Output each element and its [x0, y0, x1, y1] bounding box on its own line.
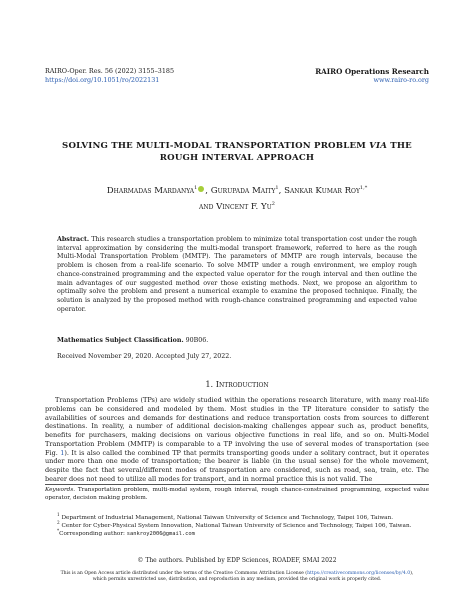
section-title: Introduction	[215, 379, 269, 389]
abstract-text: This research studies a transportation problem to minimize total transportation cost under the rough interval approximation by considering the multi-modal transport framework, referred to here as the rough Multi-Modal Transportation Problem (MMTP). The parameters of MMTP are rough intervals, because the problem is chosen from a real-life scenario. To solve MMTP under a rough environment, we employ rough chance-constrained programming and the expected value operator for the rough interval and then outline the main advantages of our suggested method over those existing methods. Next, we propose an algorithm to optimally solve the problem and present a numerical example to examine the proposed technique. Finally, the solution is analyzed by the proposed method with rough-chance constrained programming and expected value operator.	[57, 236, 417, 313]
license-link[interactable]: https://creativecommons.org/licenses/by/4.0	[307, 571, 411, 576]
section-number: 1.	[205, 379, 214, 389]
copyright-notice: © The authors. Published by EDP Sciences, ROADEF, SMAI 2022	[137, 557, 337, 564]
keywords-text: Transportation problem, multi-modal system, rough interval, rough chance-constrained programming, expected value operator, decision making problem.	[45, 487, 429, 501]
journal-website-link[interactable]: www.rairo-ro.org	[373, 76, 429, 84]
title-via: VIA	[369, 141, 388, 151]
footnote-2-text: Center for Cyber-Physical System Innovation, National Taiwan University of Science and Technology, Taipei 106, Taiwan.	[59, 522, 412, 529]
msc-label: Mathematics Subject Classification.	[57, 337, 184, 344]
footnote-3-label: Corresponding author:	[59, 530, 127, 537]
doi-link[interactable]: https://doi.org/10.1051/ro/2022131	[45, 76, 160, 84]
footnote-divider	[45, 484, 429, 485]
journal-header	[315, 67, 429, 85]
license-text-post: ),	[410, 571, 414, 576]
author-list	[45, 182, 429, 214]
keywords-label: Keywords.	[45, 487, 76, 493]
title-line2: ROUGH INTERVAL APPROACH	[159, 153, 315, 163]
footnote-1-mark: 1	[57, 512, 60, 517]
footnote-1-text: Department of Industrial Management, National Taiwan University of Science and Technology, Taipei 106, Taiwan.	[59, 514, 394, 521]
intro-text-post: ). It is also called the combined TP that permits transporting goods under a solitary contract, but it operates under more than one mode of transportation; the bearer is liable (in the usual sense) for the whole movement, despite the fact that several/different modes of transportation are considered, such as road, sea, train, etc. The bearer does not need to utilize all modes for transport, and in normal practice this is not valid. The	[45, 448, 429, 483]
author-4-affil: 2	[271, 200, 275, 207]
keywords	[45, 487, 429, 502]
orcid-icon[interactable]	[198, 186, 204, 192]
author-3-affil: 1,*	[359, 185, 368, 191]
section-heading	[45, 379, 429, 389]
footnote-3-mark: *	[57, 528, 60, 533]
author-2-affil: 1	[275, 185, 279, 191]
title-line1-post: THE	[387, 141, 412, 151]
license-text-pre: This is an Open Access article distributed under the terms of the Creative Commons Attribution License (	[60, 571, 308, 576]
title-line1-pre: SOLVING THE MULTI-MODAL TRANSPORTATION PROBLEM	[62, 141, 370, 151]
journal-name: RAIRO Operations Research	[315, 67, 429, 76]
msc-value: 90B06.	[183, 337, 209, 344]
license-notice	[45, 571, 429, 583]
intro-text-pre: Transportation Problems (TPs) are widely studied within the operations research literature, with many real-life problems can be considered and modeled by them. Most studies in the TP literature consider to satisfy the availabilities of sources and demands for destinations and reduce transportation costs from sources to different destinations. In reality, a number of additional decision-making challenges appear such as, product benefits, benefits for purchasers, making decisions on various objective functions in real life, and so on. Multi-Model Transportation Problem (MMTP) is comparable to a TP involving the use of several modes of transportation (see Fig.	[45, 396, 429, 457]
author-1-affil: 1	[194, 185, 198, 191]
introduction-paragraph	[45, 396, 429, 484]
abstract	[57, 236, 417, 314]
corresponding-email[interactable]: sankroy2006@gmail.com	[126, 530, 195, 537]
license-text-line2: which permits unrestricted use, distribution, and reproduction in any medium, provided the original work is properly cited.	[92, 577, 382, 582]
author-1: Dharmadas Mardanya	[106, 185, 195, 196]
footnote-3	[57, 527, 429, 538]
paper-title	[45, 140, 429, 164]
author-4: and Vincent F. Yu	[199, 201, 272, 212]
msc-classification	[57, 337, 417, 344]
citation-header	[45, 67, 174, 85]
author-2: , Gurupada Maity	[205, 185, 276, 196]
citation-text: RAIRO-Oper. Res. 56 (2022) 3155–3185	[45, 67, 175, 75]
received-dates: Received November 29, 2020. Accepted July 27, 2022.	[57, 353, 232, 360]
abstract-label: Abstract.	[57, 236, 90, 243]
figure-1-link[interactable]: 1	[60, 448, 65, 457]
footnote-2-mark: 2	[57, 520, 60, 525]
author-3: , Sankar Kumar Roy	[278, 185, 360, 196]
